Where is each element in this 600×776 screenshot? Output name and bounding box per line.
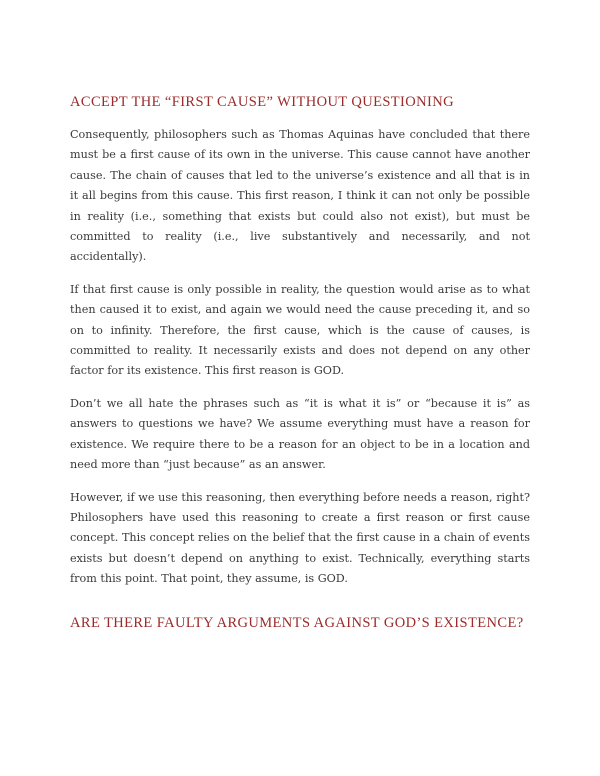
paragraph-2: If that first cause is only possible in reality, the question would arise as to what then caused it to exist, and again we would need the cause preceding it, and so on to infinity. Therefore, the first cause, which is the cause of causes, is committed to reality. It necessarily exists and does not depend on any other factor for its existence. This first reason is GOD. [70,282,530,378]
section-heading-first-cause: ACCEPT THE “FIRST CAUSE” WITHOUT QUESTIONING [70,94,454,110]
paragraph-1: Consequently, philosophers such as Thomas Aquinas have concluded that there must be a first cause of its own in the universe. This cause cannot have another cause. The chain of causes that led to the universe’s existence and all that is in it all begins from this cause. This first reason, I think it can not only be possible in reality (i.e., something that exists but could also not exist), but must be committed to reality (i.e., live substantively and necessarily, and not accidentally). [70,128,530,264]
paragraph-4: However, if we use this reasoning, then everything before needs a reason, right? Philosophers have used this reasoning to create a first reason or first cause concept. This concept relies on the belief that the first cause in a chain of events exists but doesn’t depend on anything to exist. Technically, everything starts from this point. That point, they assume, is GOD. [70,490,530,586]
section-heading-faulty-arguments: ARE THERE FAULTY ARGUMENTS AGAINST GOD’S EXISTENCE? [70,614,524,631]
paragraph-3: Don’t we all hate the phrases such as “it is what it is” or “because it is” as answers to questions we have? We assume everything must have a reason for existence. We require there to be a reason for an object to be in a location and need more than “just because” as an answer. [70,396,530,472]
document-page [70,93,530,632]
